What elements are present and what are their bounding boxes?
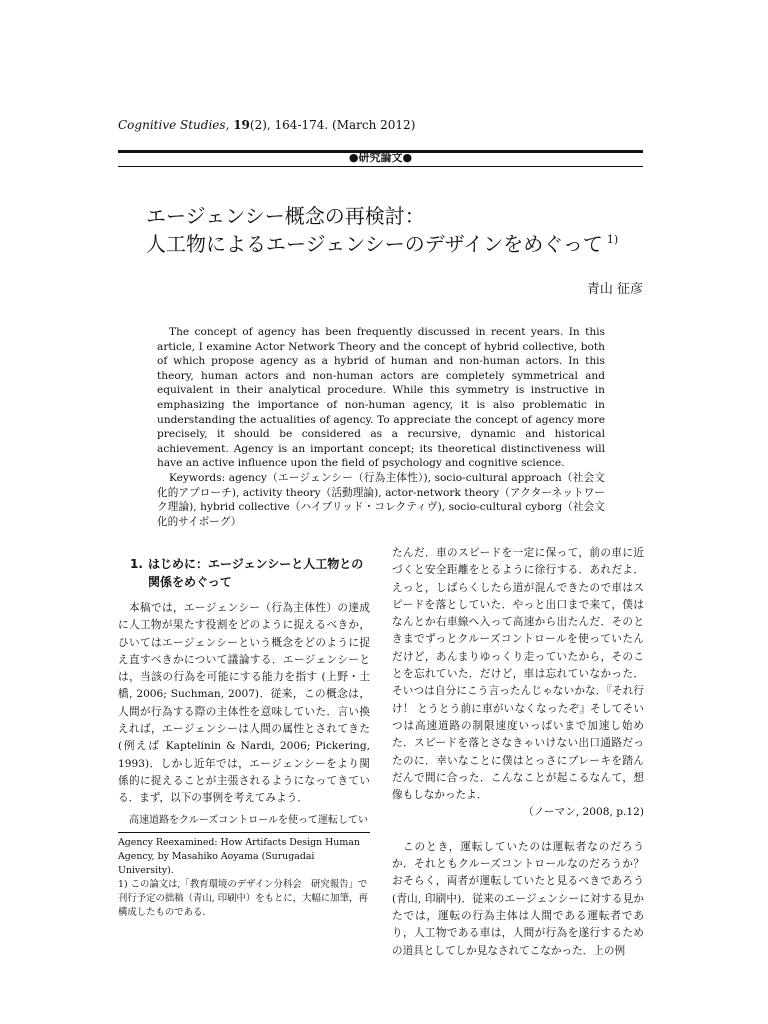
article-category: ●研究論文● (348, 151, 413, 164)
section-1-title: はじめに：エージェンシーと人工物との関係をめぐって (148, 557, 364, 589)
abstract-keywords: Keywords: agency（エージェンシー（行為主体性）), socio-cultural approach（社会文化的アプローチ), activity theory（活動理論), actor-network theory（アクターネットワーク理論), hybrid collective（ハイブリッド・コレクティヴ), socio-cultural cyborg（社会文化的サイボーグ） (157, 471, 605, 528)
footnote-rule (118, 832, 370, 833)
quote-start: 高速道路をクルーズコントロールを使って運転してい (129, 815, 368, 826)
author-name: 青山 征彦 (586, 282, 643, 297)
title-footnote-mark: 1) (606, 233, 619, 246)
header-rule-bottom (118, 166, 643, 167)
journal-citation: Cognitive Studies, 19(2), 164-174. (March 2012) (118, 118, 416, 132)
abstract (157, 325, 605, 529)
section-1-heading (130, 555, 372, 591)
journal-issue: (2), 164-174. (March 2012) (249, 118, 416, 132)
journal-name: Cognitive Studies (118, 118, 226, 132)
section-1-paragraph: 本稿では，エージェンシー（行為主体性）の達成に人工物が果たす役割をどのように捉えるべきか，ひいてはエージェンシーという概念をどのように捉え直すべきかについて議論する．エージェンシーとは，当該の行為を可能にする能力を指す (上野・土橋, 2006; Suchman, 2007)．従来，この概念は，人間が行為する際の主体性を意味していた．言い換えれば，エージェンシーは人間の属性とされてきた (例えば Kaptelinin & Nardi, 2006; Pickering, 1993)．しかし近年では，エージェンシーをより関係的に捉えることが主張されるようになってきている．まず，以下の事例を考えてみよう． (118, 602, 370, 805)
right-column (392, 545, 644, 960)
quote-citation: （ノーマン, 2008, p.12) (523, 806, 644, 819)
title-line-1: エージェンシー概念の再検討： (146, 204, 425, 228)
journal-volume: 19 (233, 118, 250, 132)
section-1-number: 1. (130, 557, 143, 571)
footnote-english-title: Agency Reexamined: How Artifacts Design Human Agency, by Masahiko Aoyama (Surugadai University). (118, 837, 360, 876)
right-paragraph: このとき，運転していたのは運転者なのだろうか．それともクルーズコントロールなのだろうか？おそらく，両者が運転していたと見るべきであろう (青山, 印刷中)．従来のエージェンシーに対する見かたでは，運転の行為主体は人間である運転者であり，人工物である車は，人間が行為を遂行するための道具としてしか見なされてこなかった．上の例 (392, 840, 644, 957)
paragraph-gap (392, 822, 644, 839)
title-line-2-text: 人工物によるエージェンシーのデザインをめぐって (146, 232, 603, 256)
quote-continued: たんだ．車のスピードを一定に保って，前の車に近づくと安全距離をとるように徐行する．あれだよ．えっと，しばらくしたら道が混んできたので車はスピードを落としていた．やっと出口まで来て，僕はなんとか右車線へ入って高速から出たんだ．そのときまでずっとクルーズコントロールを使っていたんだけど，あんまりゆっくり走っていたから，そのことを忘れていた．だけど，車は忘れていなかった．そいつは自分にこう言ったんじゃないかな．『それ行け！ とうとう前に車がいなくなったぞ』そしてそいつは高速道路の制限速度いっぱいまで加速し始めた．スピードを落とさなきゃいけない出口通路だったのに．幸いなことに僕はとっさにブレーキを踏んだんで間に合った．こんなことが起こるなんて，想像もしなかったよ． (392, 547, 644, 802)
left-column (118, 600, 370, 808)
footnote (118, 836, 370, 920)
title-line-2 (146, 228, 618, 257)
abstract-body: The concept of agency has been frequently discussed in recent years. In this article, I examine Actor Network Theory and the concept of hybrid collective, both of which propose agency as a hybrid of human and non-human actors. In this theory, human actors and non-human actors are completely symmetrical and equivalent in their analytical procedure. While this symmetry is instructive in emphasizing the importance of non-human agency, it is also problematic in understanding the actualities of agency. To appreciate the concept of agency more precisely, it should be considered as a recursive, dynamic and historical achievement. Agency is an important concept; its theoretical distinctiveness will have an active influence upon the field of psychology and cognitive science. (157, 326, 605, 470)
footnote-1: 1) この論文は,「教育環境のデザイン分科会 研究報告」で刊行予定の拙稿（青山, 印刷中）をもとに，大幅に加筆，再構成したものである． (118, 879, 368, 918)
